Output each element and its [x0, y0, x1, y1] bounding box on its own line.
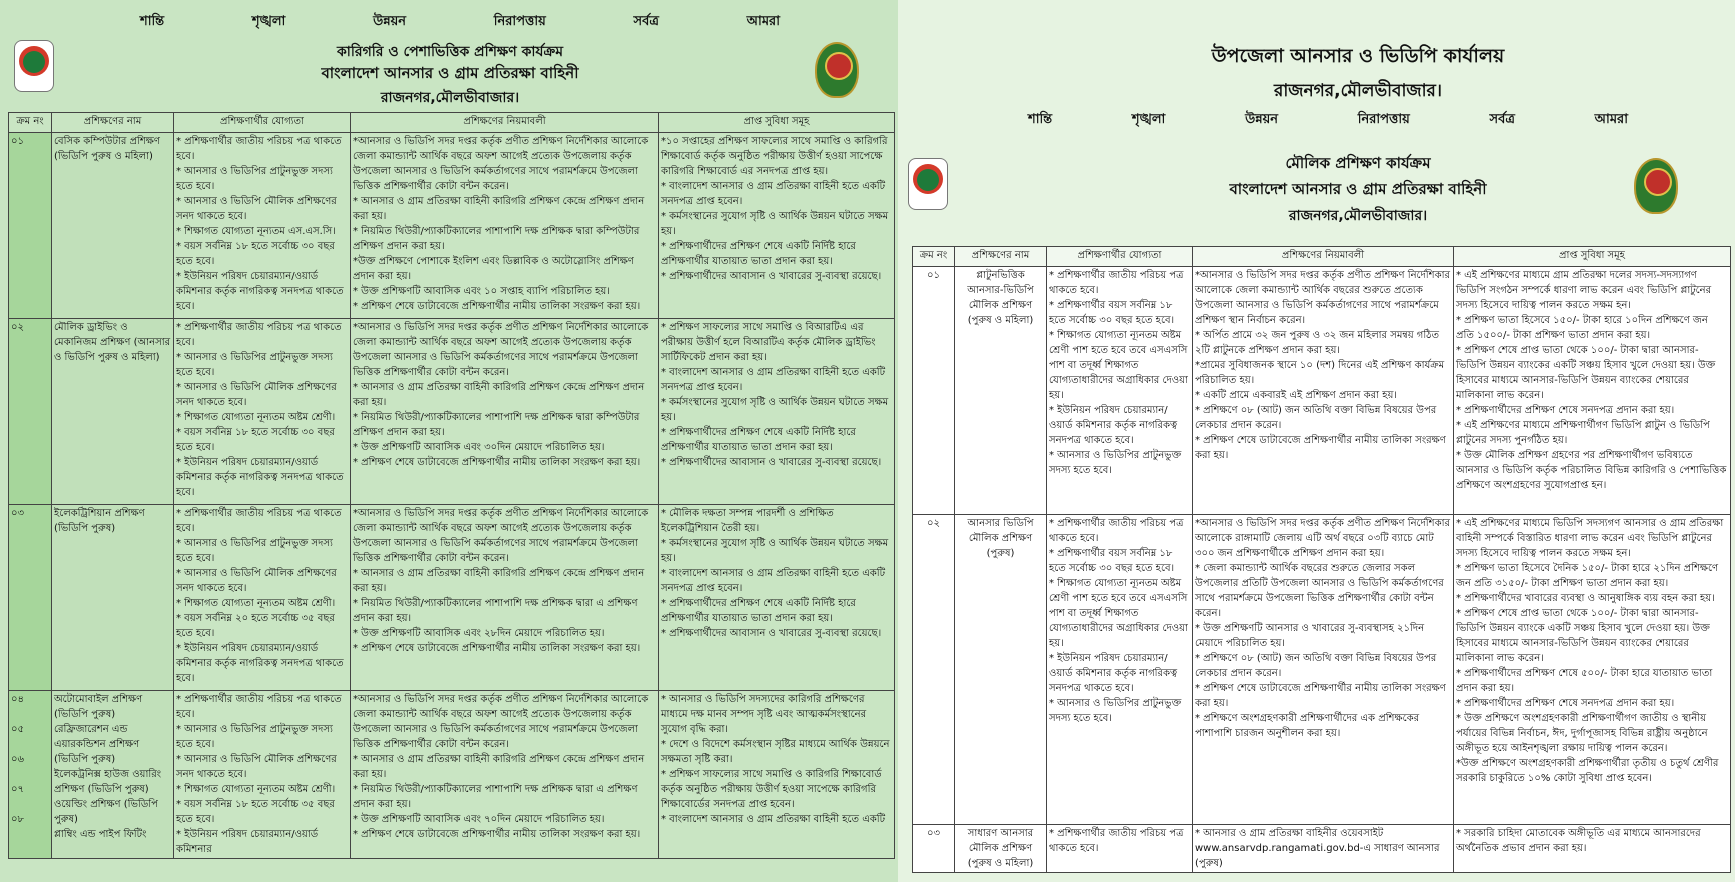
column-header: প্রশিক্ষণের নিয়মাবলী [1193, 247, 1454, 267]
table-header-row [913, 247, 1731, 267]
motto-word: শৃঙ্খলা [1131, 112, 1166, 127]
benefits-cell: *১০ সপ্তাহের প্রশিক্ষণ সাফল্যের সাথে সমাপ্তি ও কারিগরি শিক্ষাবোর্ড কর্তৃক অনুষ্ঠিত পরীক্ষায় উত্তীর্ণ হওয়া সাপেক্ষে কারিগরি শিক্ষাবোর্ড এর সনদপত্র প্রাপ্ত হয়। * বাংলাদেশ আনসার ও গ্রাম প্রতিরক্ষা বাহিনী হতে একটি সনদপত্র প্রাপ্ত হবেন। * কর্মসংস্থানের সুযোগ সৃষ্টি ও আর্থিক উন্নয়ন ঘটাতে সক্ষম হয়। * প্রশিক্ষণার্থীদের প্রশিক্ষণ শেষে একটি নির্দিষ্ট হারে প্রশিক্ষণার্থীর যাতায়াত ভাতা প্রদান করা হয়। * প্রশিক্ষণার্থীদের আবাসান ও খাবারের সু-ব্যবস্থা রয়েছে। [659, 133, 895, 319]
column-header: প্রাপ্ত সুবিধা সমূহ [1454, 247, 1731, 267]
serial-cell: ০১ [9, 133, 52, 319]
training-name-cell: মৌলিক ড্রাইভিং ও মেকানিজম প্রশিক্ষণ (আনসার ও ভিডিপি পুরুষ ও মহিলা) [52, 319, 174, 505]
column-header: প্রশিক্ষণার্থীর যোগ্যতা [1047, 247, 1193, 267]
column-header: প্রশিক্ষণার্থীর যোগ্যতা [174, 113, 351, 133]
training-name-cell: প্লাটুনভিত্তিক আনসার-ভিডিপি মৌলিক প্রশিক্ষণ (পুরুষ ও মহিলা) [955, 267, 1047, 515]
org-name: বাংলাদেশ আনসার ও গ্রাম প্রতিরক্ষা বাহিনী [321, 64, 579, 82]
table-row [9, 505, 895, 691]
training-name-cell: সাধারণ আনসার মৌলিক প্রশিক্ষণ (পুরুষ ও মহিলা) [955, 825, 1047, 873]
right-panel [898, 0, 1735, 882]
motto-word: শান্তি [1028, 112, 1053, 127]
table-row [913, 515, 1731, 825]
column-header: প্রাপ্ত সুবিধা সমূহ [659, 113, 895, 133]
qualification-cell: * প্রশিক্ষণার্থীর জাতীয় পরিচয় পত্র থাকতে হবে। [1047, 825, 1193, 873]
serial-cell: ০২ [9, 319, 52, 505]
table-header-row [9, 113, 895, 133]
location: রাজনগর,মৌলভীবাজার। [380, 90, 520, 106]
org-name: বাংলাদেশ আনসার ও গ্রাম প্রতিরক্ষা বাহিনী [1229, 180, 1487, 198]
program-title: মৌলিক প্রশিক্ষণ কার্যক্রম [1285, 154, 1431, 172]
benefits-cell: * এই প্রশিক্ষণের মাধ্যমে ভিডিপি সদস্যগণ আনসার ও গ্রাম প্রতিরক্ষা বাহিনী সম্পর্কে বিস্তারিত ধারণা লাভ করেন এবং ভিডিপি প্লাটুনের সদস্য হিসেবে দায়িত্ব পালন করতে সক্ষম হন। * প্রশিক্ষণ ভাতা হিসেবে দৈনিক ১৫০/- টাকা হারে ২১দিন প্রশিক্ষণে জন প্রতি ৩১৫০/- টাকা প্রশিক্ষণ ভাতা প্রদান করা হয়। * প্রশিক্ষণার্থীদের খাবারের ব্যবস্থা ও আনুষাঙ্গিক ব্যয় বহন করা হয়। * প্রশিক্ষণ শেষে প্রাপ্ত ভাতা থেকে ১০০/- টাকা দ্বারা আনসার-ভিডিপি উন্নয়ন ব্যাংকে একটি সঞ্চয় হিসাব খুলে দেওয়া হয়। উক্ত হিসাবের মাধ্যমে আনসার-ভিডিপি উন্নয়ন ব্যাংকের শেয়ারের মালিকানা লাভ করেন। * প্রশিক্ষণার্থীদের প্রশিক্ষণ শেষে ৫০০/- টাকা হারে যাতায়াত ভাতা প্রদান করা হয়। * প্রশিক্ষণার্থীদের প্রশিক্ষণ শেষে সনদপত্র প্রদান করা হয়। * উক্ত প্রশিক্ষণে অংশগ্রহণকারী প্রশিক্ষণার্থীগণ জাতীয় ও স্থানীয় পর্যায়ের বিভিন্ন নির্বাচন, ঈদ, দুর্গাপূজাসহ বিভিন্ন রাষ্ট্রীয় অনুষ্ঠানে অঙ্গীভূত হয়ে আইনশৃঙ্খলা রক্ষায় দায়িত্ব পালন করেন। *উক্ত প্রশিক্ষণে অংশগ্রহণকারী প্রশিক্ষণার্থীরা তৃতীয় ও চতুর্থ শ্রেণীর সরকারি চাকুরিতে ১০% কোটা সুবিধা প্রাপ্ত হবেন। [1454, 515, 1731, 825]
office-location: রাজনগর,মৌলভীবাজার। [1274, 81, 1442, 101]
table-row [9, 691, 895, 859]
qualification-cell: * প্রশিক্ষণার্থীর জাতীয় পরিচয় পত্র থাকতে হবে। * আনসার ও ভিডিপির প্রাটুনভুক্ত সদস্য হতে হবে। * আনসার ও ভিডিপি মৌলিক প্রশিক্ষণের সনদ থাকতে হবে। * শিক্ষাগত যোগ্যতা নূন্যতম অষ্টম শ্রেণী। * বয়স সর্বনিম্ন ১৮ হতে সর্বোচ্চ ৩০ বছর হতে হবে। * ইউনিয়ন পরিষদ চেয়ারম্যান/ওয়ার্ড কমিশনার কর্তৃক নাগরিকত্ব সনদপত্র থাকতে হবে। [174, 319, 351, 505]
motto-word: সর্বত্র [633, 14, 659, 29]
motto-word: নিরাপত্তায় [493, 14, 546, 29]
training-name-cell: ইলেকট্রিশিয়ান প্রশিক্ষণ (ভিডিপি পুরুষ) [52, 505, 174, 691]
technical-training-table [8, 112, 895, 859]
qualification-cell: * প্রশিক্ষণার্থীর জাতীয় পরিচয় পত্র থাকতে হবে। * আনসার ও ভিডিপির প্রাটুনভুক্ত সদস্য হতে হবে। * আনসার ও ভিডিপি মৌলিক প্রশিক্ষণের সনদ থাকতে হবে। * শিক্ষাগত যোগ্যতা নূন্যতম এস.এস.সি। * বয়স সর্বনিম্ন ১৮ হতে সর্বোচ্চ ৩০ বছর হতে হবে। * ইউনিয়ন পরিষদ চেয়ারম্যান/ওয়ার্ড কমিশনার কর্তৃক নাগরিকত্ব সনদপত্র থাকতে হবে। [174, 133, 351, 319]
motto-word: আমরা [1594, 112, 1628, 127]
column-header: প্রশিক্ষণের নিয়মাবলী [351, 113, 659, 133]
rules-cell: *আনসার ও ভিডিপি সদর দপ্তর কর্তৃক প্রণীত প্রশিক্ষণ নির্দেশিকার আলোকে রাঙ্গামাটি জেলায় এটি অর্থ বছরে ০৩টি ব্যাচে মোট ৩০০ জন প্রশিক্ষণার্থীকে প্রশিক্ষণ প্রদান করা হয়। * জেলা কমান্ড্যান্ট আর্থিক বছরের শুরুতে জেলার সকল উপজেলার প্রতিটি উপজেলা আনসার ও ভিডিপি কর্মকর্তাগণের সাথে পরামর্শক্রমে উপজেলা ভিত্তিক প্রশিক্ষণার্থীর কোটা বন্টন করেন। * উক্ত প্রশিক্ষণটি আনসার ও খাবারের সু-ব্যবস্থাসহ ২১দিন মেয়াদে পরিচালিত হয়। * প্রশিক্ষণে ০৮ (আট) জন অতিথি বক্তা বিভিন্ন বিষয়ের উপর লেকচার প্রদান করেন। * প্রশিক্ষণ শেষে ডাটাবেজে প্রশিক্ষণার্থীর নামীয় তালিকা সংরক্ষণ করা হয়। * প্রশিক্ষণে অংশগ্রহণকারী প্রশিক্ষণার্থীদের এক প্রশিক্ষকের পাশাপাশি চারজন অনুশীলন করা হয়। [1193, 515, 1454, 825]
column-header: ক্রম নং [9, 113, 52, 133]
motto-word: উন্নয়ন [1245, 112, 1279, 127]
motto-word: শৃঙ্খলা [251, 14, 286, 29]
ansar-vdp-seal-icon [815, 42, 859, 98]
column-header: প্রশিক্ষণের নাম [52, 113, 174, 133]
training-name-cell: অটোমোবাইল প্রশিক্ষণ (ভিডিপি পুরুষ) রেফ্রিজারেশন এন্ড এয়ারকন্ডিশন প্রশিক্ষণ (ভিডিপি পুরুষ) ইলেকট্রনিক্স হাউজ ওয়ারিং প্রশিক্ষণ (ভিডিপি পুরুষ) ওয়েল্ডিং প্রশিক্ষণ (ভিডিপি পুরুষ) প্লাম্বিং এন্ড পাইপ ফিটিং [52, 691, 174, 859]
column-header: প্রশিক্ষণের নাম [955, 247, 1047, 267]
serial-cell: ০৩ [9, 505, 52, 691]
motto-word: শান্তি [140, 14, 165, 29]
qualification-cell: * প্রশিক্ষণার্থীর জাতীয় পরিচয় পত্র থাকতে হবে। * আনসার ও ভিডিপির প্রাটুনভুক্ত সদস্য হতে হবে। * আনসার ও ভিডিপি মৌলিক প্রশিক্ষণের সনদ থাকতে হবে। * শিক্ষাগত যোগ্যতা নূন্যতম অষ্টম শ্রেণী। * বয়স সর্বনিম্ন ১৮ হতে সর্বোচ্চ ৩৫ বছর হতে হবে। * ইউনিয়ন পরিষদ চেয়ারম্যান/ওয়ার্ড কমিশনার [174, 691, 351, 859]
motto-word: উন্নয়ন [373, 14, 407, 29]
benefits-cell: * মৌলিক দক্ষতা সম্পন্ন পারদর্শী ও প্রশিক্ষিত ইলেকট্রিশিয়ান তৈরী হয়। * কর্মসংস্থানের সুযোগ সৃষ্টি ও আর্থিক উন্নয়ন ঘটাতে সক্ষম হয়। * বাংলাদেশ আনসার ও গ্রাম প্রতিরক্ষা বাহিনী হতে একটি সনদপত্র প্রাপ্ত হবেন। * প্রশিক্ষণার্থীদের প্রশিক্ষণ শেষে একটি নির্দিষ্ট হারে প্রশিক্ষণার্থীর যাতায়াত ভাতা প্রদান করা হয়। * প্রশিক্ষণার্থীদের আবাসান ও খাবারের সু-ব্যবস্থা রয়েছে। [659, 505, 895, 691]
serial-cell: ০৪ ০৫ ০৬ ০৭ ০৮ [9, 691, 52, 859]
ansar-vdp-seal-icon [1634, 158, 1678, 214]
motto-row [1028, 110, 1628, 131]
rules-cell: *আনসার ও ভিডিপি সদর দপ্তর কর্তৃক প্রণীত প্রশিক্ষণ নির্দেশিকার আলোকে জেলা কমান্ড্যান্ট আর্থিক বছরের শুরুতে প্রত্যেক উপজেলা আনসার ও ভিডিপি কর্মকর্তাগণের সাথে পরামর্শক্রমে প্রশিক্ষণ স্থান নির্বাচন করেন। * অর্পিত প্রামে ৩২ জন পুরুষ ও ৩২ জন মহিলার সমন্বয় গঠিত ২টি প্লাটুনকে প্রশিক্ষণ প্রদান করা হয়। *প্রামের সুবিধাজনক স্থানে ১০ (দশ) দিনের এই প্রশিক্ষণ কার্যক্রম পরিচালিত হয়। * একটি প্রামে একবারই এই প্রশিক্ষণ প্রদান করা হয়। * প্রশিক্ষণে ০৮ (আট) জন অতিথি বক্তা বিভিন্ন বিষয়ের উপর লেকচার প্রদান করেন। * প্রশিক্ষণ শেষে ডাটাবেজে প্রশিক্ষণার্থীর নামীয় তালিকা সংরক্ষণ করা হয়। [1193, 267, 1454, 515]
rules-cell: *আনসার ও ভিডিপি সদর দপ্তর কর্তৃক প্রণীত প্রশিক্ষণ নির্দেশিকার আলোকে জেলা কমান্ড্যান্ট আর্থিক বছরে অফশ আগেই প্রত্যেক উপজেলায় কর্তৃক উপজেলা আনসার ও ভিডিপি কর্মকর্তাগণের সাথে পরামর্শক্রমে উপজেলা ভিত্তিক প্রশিক্ষণার্থীর কোটা বন্টন করেন। * আনসার ও গ্রাম প্রতিরক্ষা বাহিনী কারিগরি প্রশিক্ষণ কেন্দ্রে প্রশিক্ষণ প্রদান করা হয়। * নিয়মিত থিউরী/প্যাকটিক্যালের পাশাপাশি দক্ষ প্রশিক্ষক দ্বারা কম্পিউটার প্রশিক্ষণ প্রদান করা হয়। *উক্ত প্রশিক্ষণে পোশাকে ইংলিশ এবং ডিল্লাবিক ও অটোস্লোসিং প্রশিক্ষণ প্রদান করা হয়। * উক্ত প্রশিক্ষণটি আবাসিক এবং ১০ সপ্তাহ ব্যাপি পরিচালিত হয়। * প্রশিক্ষণ শেষে ডাটাবেজে প্রশিক্ষণার্থীর নামীয় তালিকা সংরক্ষণ করা হয়। [351, 133, 659, 319]
motto-word: আমরা [746, 14, 780, 29]
basic-training-table [912, 246, 1731, 873]
motto-word: নিরাপত্তায় [1357, 112, 1410, 127]
office-title: উপজেলা আনসার ও ভিডিপি কার্যালয় [1211, 45, 1505, 67]
serial-cell: ০২ [913, 515, 955, 825]
rules-cell: * আনসার ও গ্রাম প্রতিরক্ষা বাহিনীর ওয়েবসাইট www.ansarvdp.rangamati.gov.bd-এ সাধারণ আনসার (পুরুষ) [1193, 825, 1454, 873]
program-title: কারিগরি ও পেশাভিত্তিক প্রশিক্ষণ কার্যক্রম [337, 44, 563, 60]
table-row [9, 319, 895, 505]
benefits-cell: * আনসার ও ভিডিপি সদস্যদের কারিগরি প্রশিক্ষণের মাধ্যমে দক্ষ মানব সম্পদ সৃষ্টি এবং আত্মকর্মসংস্থানের সুযোগ বৃদ্ধি করা। * দেশে ও বিদেশে কর্মসংস্থান সৃষ্টির মাধ্যমে আর্থিক উন্নয়নে সক্ষমতা সৃষ্টি করা। * প্রশিক্ষণ সাফল্যের সাথে সমাপ্তি ও কারিগরি শিক্ষাবোর্ড কর্তৃক অনুষ্ঠিত পরীক্ষায় উত্তীর্ণ হওয়া সাপেক্ষে কারিগরি শিক্ষাবোর্ডের সনদপত্র প্রাপ্ত হবেন। * বাংলাদেশ আনসার ও গ্রাম প্রতিরক্ষা বাহিনী হতে একটি [659, 691, 895, 859]
rules-cell: *আনসার ও ভিডিপি সদর দপ্তর কর্তৃক প্রণীত প্রশিক্ষণ নির্দেশিকার আলোকে জেলা কমান্ড্যান্ট আর্থিক বছরে অফশ আগেই প্রত্যেক উপজেলায় কর্তৃক উপজেলা আনসার ও ভিডিপি কর্মকর্তাগণের সাথে পরামর্শক্রমে উপজেলা ভিত্তিক প্রশিক্ষণার্থীর কোটা বন্টন করেন। * আনসার ও গ্রাম প্রতিরক্ষা বাহিনী কারিগরি প্রশিক্ষণ কেন্দ্রে প্রশিক্ষণ প্রদান করা হয়। * নিয়মিত থিউরী/প্যাকটিক্যালের পাশাপাশি দক্ষ প্রশিক্ষক দ্বারা এ প্রশিক্ষণ প্রদান করা হয়। * উক্ত প্রশিক্ষণটি আবাসিক এবং ৭০দিন মেয়াদে পরিচালিত হয়। * প্রশিক্ষণ শেষে ডাটাবেজে প্রশিক্ষণার্থীর নামীয় তালিকা সংরক্ষণ করা হয়। [351, 691, 659, 859]
government-emblem-icon [14, 40, 54, 92]
qualification-cell: * প্রশিক্ষণার্থীর জাতীয় পরিচয় পত্র থাকতে হবে। * প্রশিক্ষণার্থীর বয়স সর্বনিম্ন ১৮ হতে সর্বোচ্চ ৩০ বছর হতে হবে। * শিক্ষাগত যোগ্যতা ন্যূনতম অষ্টম শ্রেণী পাশ হতে হবে তবে এসএসসি পাশ বা তদূর্ধ্ব শিক্ষাগত যোগ্যতাধারীদের অগ্রাধিকার দেওয়া হয়। * ইউনিয়ন পরিষদ চেয়ারম্যান/ওয়ার্ড কমিশনার কর্তৃক নাগরিকত্ব সনদপত্র থাকতে হবে। * আনসার ও ভিডিপির প্রাটুনভুক্ত সদস্য হতে হবে। [1047, 267, 1193, 515]
rules-cell: *আনসার ও ভিডিপি সদর দপ্তর কর্তৃক প্রণীত প্রশিক্ষণ নির্দেশিকার আলোকে জেলা কমান্ড্যান্ট আর্থিক বছরে অফশ আগেই প্রত্যেক উপজেলায় কর্তৃক উপজেলা আনসার ও ভিডিপি কর্মকর্তাগণের সাথে পরামর্শক্রমে উপজেলা ভিত্তিক প্রশিক্ষণার্থীর কোটা বন্টন করেন। * আনসার ও গ্রাম প্রতিরক্ষা বাহিনী কারিগরি প্রশিক্ষণ কেন্দ্রে প্রশিক্ষণ প্রদান করা হয়। * নিয়মিত থিউরী/প্যাকটিক্যালের পাশাপাশি দক্ষ প্রশিক্ষক দ্বারা কম্পিউটার প্রশিক্ষণ প্রদান করা হয়। * উক্ত প্রশিক্ষণটি আবাসিক এবং ৩০দিন মেয়াদে পরিচালিত হয়। * প্রশিক্ষণ শেষে ডাটাবেজে প্রশিক্ষণার্থীর নামীয় তালিকা সংরক্ষণ করা হয়। [351, 319, 659, 505]
table-row [913, 267, 1731, 515]
benefits-cell: * সরকারি চাহিদা মোতাবেক অঙ্গীভূতি এর মাধ্যমে আনসারদের অর্থনৈতিক প্রভাব প্রদান করা হয়। [1454, 825, 1731, 873]
column-header: ক্রম নং [913, 247, 955, 267]
serial-cell: ০১ [913, 267, 955, 515]
qualification-cell: * প্রশিক্ষণার্থীর জাতীয় পরিচয় পত্র থাকতে হবে। * প্রশিক্ষণার্থীর বয়স সর্বনিম্ন ১৮ হতে সর্বোচ্চ ৩০ বছর হতে হবে। * শিক্ষাগত যোগ্যতা ন্যূনতম অষ্টম শ্রেণী পাশ হতে হবে তবে এসএসসি পাশ বা তদূর্ধ্ব শিক্ষাগত যোগ্যতাধারীদের অগ্রাধিকার দেওয়া হয়। * ইউনিয়ন পরিষদ চেয়ারম্যান/ওয়ার্ড কমিশনার কর্তৃক নাগরিকত্ব সনদপত্র থাকতে হবে। * আনসার ও ভিডিপির প্রাটুনভুক্ত সদস্য হতে হবে। [1047, 515, 1193, 825]
rules-cell: *আনসার ও ভিডিপি সদর দপ্তর কর্তৃক প্রণীত প্রশিক্ষণ নির্দেশিকার আলোকে জেলা কমান্ড্যান্ট আর্থিক বছরে অফশ আগেই প্রত্যেক উপজেলায় কর্তৃক উপজেলা আনসার ও ভিডিপি কর্মকর্তাগণের সাথে পরামর্শক্রমে উপজেলা ভিত্তিক প্রশিক্ষণার্থীর কোটা বন্টন করেন। * আনসার ও গ্রাম প্রতিরক্ষা বাহিনী কারিগরি প্রশিক্ষণ কেন্দ্রে প্রশিক্ষণ প্রদান করা হয়। * নিয়মিত থিউরী/প্যাকটিক্যালের পাশাপাশি দক্ষ প্রশিক্ষক দ্বারা এ প্রশিক্ষণ প্রদান করা হয়। * উক্ত প্রশিক্ষণটি আবাসিক এবং ২৮দিন মেয়াদে পরিচালিত হয়। * প্রশিক্ষণ শেষে ডাটাবেজে প্রশিক্ষণার্থীর নামীয় তালিকা সংরক্ষণ করা হয়। [351, 505, 659, 691]
table-row [913, 825, 1731, 873]
benefits-cell: * এই প্রশিক্ষণের মাধ্যমে গ্রাম প্রতিরক্ষা দলের সদস্য-সদস্যাগণ ভিডিপি সংগঠন সম্পর্কে ধারণা লাভ করেন এবং ভিডিপি প্লাটুনের সদস্য হিসেবে দায়িত্ব পালন করতে সক্ষম হন। * প্রশিক্ষণ ভাতা হিসেবে ১৫০/- টাকা হারে ১০দিন প্রশিক্ষণে জন প্রতি ১৫০০/- টাকা প্রশিক্ষণ ভাতা প্রদান করা হয়। * প্রশিক্ষণ শেষে প্রাপ্ত ভাতা থেকে ১০০/- টাকা দ্বারা আনসার-ভিডিপি উন্নয়ন ব্যাংকের একটি সঞ্চয় হিসাব খুলে দেওয়া হয়। উক্ত হিসাবের মাধ্যমে আনসার-ভিডিপি উন্নয়ন ব্যাংকের শেয়ারের মালিকানা লাভ করেন। * প্রশিক্ষণার্থীদের প্রশিক্ষণ শেষে সনদপত্র প্রদান করা হয়। * এই প্রশিক্ষণের মাধ্যমে প্রশিক্ষণার্থীগণ ভিডিপি প্লাটুন ও ভিডিপি প্লাটুনের সদস্য পুনর্গঠিত হয়। * উক্ত মৌলিক প্রশিক্ষণ গ্রহণের পর প্রশিক্ষণার্থীগণ ভবিষ্যতে আনসার ও ভিডিপি কর্তৃক পরিচালিত বিভিন্ন কারিগরি ও পেশাভিত্তিক প্রশিক্ষণে অংশগ্রহণের সুযোগপ্রাপ্ত হন। [1454, 267, 1731, 515]
motto-word: সর্বত্র [1489, 112, 1515, 127]
serial-cell: ০৩ [913, 825, 955, 873]
qualification-cell: * প্রশিক্ষণার্থীর জাতীয় পরিচয় পত্র থাকতে হবে। * আনসার ও ভিডিপির প্রাটুনভুক্ত সদস্য হতে হবে। * আনসার ও ভিডিপি মৌলিক প্রশিক্ষণের সনদ থাকতে হবে। * শিক্ষাগত যোগ্যতা নূন্যতম অষ্টম শ্রেণী। * বয়স সর্বনিম্ন ২০ হতে সর্বোচ্চ ৩৫ বছর হতে হবে। * ইউনিয়ন পরিষদ চেয়ারম্যান/ওয়ার্ড কমিশনার কর্তৃক নাগরিকত্ব সনদপত্র থাকতে হবে। [174, 505, 351, 691]
benefits-cell: * প্রশিক্ষণ সাফল্যের সাথে সমাপ্তি ও বিআরটিএ এর পরীক্ষায় উত্তীর্ণ হলে বিআরটিএ কর্তৃক মৌলিক ড্রাইভিং সার্টিফিকেট প্রদান করা হয়। * বাংলাদেশ আনসার ও গ্রাম প্রতিরক্ষা বাহিনী হতে একটি সনদপত্র প্রাপ্ত হবেন। * কর্মসংস্থানের সুযোগ সৃষ্টি ও আর্থিক উন্নয়ন ঘটাতে সক্ষম হয়। * প্রশিক্ষণার্থীদের প্রশিক্ষণ শেষে একটি নির্দিষ্ট হারে প্রশিক্ষণার্থীর যাতায়াত ভাতা প্রদান করা হয়। * প্রশিক্ষণার্থীদের আবাসান ও খাবারের সু-ব্যবস্থা রয়েছে। [659, 319, 895, 505]
training-name-cell: বেসিক কম্পিউটার প্রশিক্ষণ (ভিডিপি পুরুষ ও মহিলা) [52, 133, 174, 319]
government-emblem-icon [908, 158, 948, 210]
location: রাজনগর,মৌলভীবাজার। [1288, 208, 1428, 224]
table-row [9, 133, 895, 319]
motto-row [140, 12, 780, 33]
training-name-cell: আনসার ভিডিপি মৌলিক প্রশিক্ষণ (পুরুষ) [955, 515, 1047, 825]
